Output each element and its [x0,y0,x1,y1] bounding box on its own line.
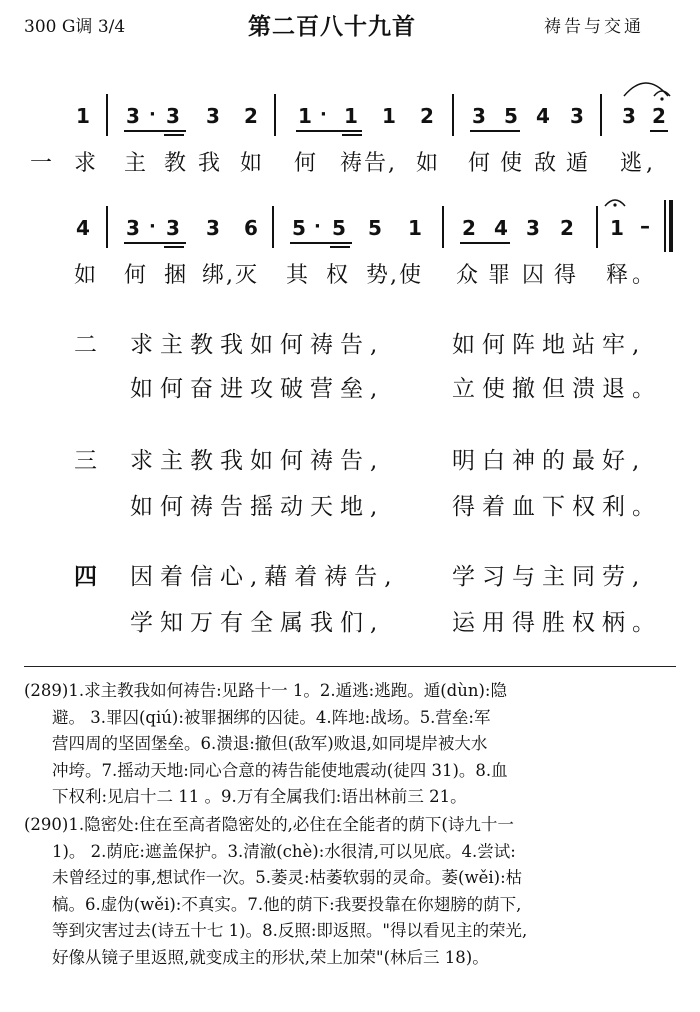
barline [452,94,454,136]
lyric: 绑,灭 [202,263,259,288]
note: 2 [244,104,258,128]
note: 3 [570,104,584,128]
note: 1 [76,104,90,128]
note: 4 [76,216,90,240]
lyric: 势,使 [366,263,423,288]
category-label: 祷告与交通 [544,17,644,37]
beam [460,242,510,244]
lyric: 何 [124,263,147,288]
dot: · [320,104,327,125]
footnote-290 [24,812,680,971]
lyric: 囚得 [522,263,587,288]
note: 2 [652,104,666,128]
note: 4 [536,104,550,128]
verse-line: 因着信心,藉着祷告, [130,564,399,590]
beam [164,134,184,136]
note: 2 [420,104,434,128]
footnote-line: 1)。 2.荫庇:遮盖保护。3.清澈(chè):水很清,可以见底。4.尝试: [52,841,516,861]
barline [106,94,108,136]
verse-line: 明白神的最好, [452,448,647,474]
note: 6 [244,216,258,240]
beam [330,246,350,248]
dot: · [149,104,156,125]
note: 3 [472,104,486,128]
verse-number: 三 [74,448,97,474]
beam [290,242,352,244]
footnote-line: 下权利:见启十二 11 。9.万有全属我们:语出林前三 21。 [52,787,467,806]
note: – [640,214,650,238]
verse-line: 求主教我如何祷告, [130,332,385,358]
footnote-line: 未曾经过的事,想试作一次。5.萎灵:枯萎软弱的灵命。萎(wěi):枯 [52,868,523,887]
note: 3 [166,216,180,240]
note: 1 [610,216,624,240]
note: 1 [382,104,396,128]
dot: · [314,216,321,237]
lyric: 权 [326,263,349,288]
barline [596,206,598,248]
lyric: 何 [294,151,317,176]
hymn-number-key-time: 300 G调 3/4 [24,17,126,37]
slur-fermata-icon [620,74,672,108]
note: 5 [504,104,518,128]
footnote-line: 冲垮。7.摇动天地:同心合意的祷告能使地震动(徒四 31)。8.血 [52,760,508,780]
note: 3 [206,216,220,240]
note: 1 [408,216,422,240]
beam [164,246,184,248]
lyric: 求 [74,151,97,176]
note: 3 [126,104,140,128]
verse-line: 学习与主同劳, [452,564,647,590]
verse-number: 二 [74,332,97,358]
beam [342,134,362,136]
note: 5 [368,216,382,240]
barline [442,206,444,248]
footnote-line: 营四周的坚固堡垒。6.溃退:撤但(敌军)败退,如同堤岸被大水 [52,734,488,753]
barline [274,94,276,136]
verse-line: 如何阵地站牢, [452,332,647,358]
lyric: 如 [240,151,263,176]
beam [650,130,668,132]
lyric: 祷告, [340,151,397,176]
note: 2 [462,216,476,240]
note: 5 [292,216,306,240]
lyric: 教我 [164,151,233,176]
lyric: 释。 [606,263,659,288]
lyric: 如 [416,151,439,176]
verse-line: 学知万有全属我们, [130,610,385,636]
note: 3 [126,216,140,240]
note: 5 [332,216,346,240]
footnote-line: (289)1.求主教我如何祷告:见路十一 1。2.遁逃:逃跑。遁(dùn):隐 [24,681,507,700]
verse-line: 得着血下权利。 [452,494,662,520]
note: 1 [298,104,312,128]
beam [124,130,186,132]
footnote-line: (290)1.隐密处:住在至高者隐密处的,必住在全能者的荫下(诗九十一 [24,815,514,834]
footnote-line: 好像从镜子里返照,就变成主的形状,荣上加荣"(林后三 18)。 [52,947,489,967]
verse-line: 如何祷告摇动天地, [130,494,385,520]
beam [296,130,362,132]
note: 4 [494,216,508,240]
final-barline-thin [664,200,666,252]
note: 1 [344,104,358,128]
verse-line: 求主教我如何祷告, [130,448,385,474]
lyric: 其 [286,263,309,288]
barline [272,206,274,248]
lyric: 众罪 [456,263,521,288]
lyric: 主 [124,151,147,176]
footnote-289 [24,678,680,811]
lyric: 敌遁 [534,151,599,176]
lyric: 逃, [620,151,657,176]
footnote-divider [24,666,676,667]
note: 3 [622,104,636,128]
barline [106,206,108,248]
footnote-line: 避。 3.罪囚(qiú):被罪捆绑的囚徒。4.阵地:战场。5.营垒:军 [52,707,491,727]
note: 3 [206,104,220,128]
verse-number: 一 [30,151,53,176]
note: 3 [166,104,180,128]
note: 3 [526,216,540,240]
footnote-line: 槁。6.虚伪(wěi):不真实。7.他的荫下:我要投靠在你翅膀的荫下, [52,894,522,914]
final-barline-thick [669,200,673,252]
lyric: 何使 [468,151,533,176]
barline [600,94,602,136]
beam [470,130,520,132]
fermata-icon [602,192,628,210]
dot: · [149,216,156,237]
verse-number: 四 [74,563,97,590]
lyric: 捆 [164,263,187,288]
verse-line: 如何奋进攻破营垒, [130,376,385,402]
footnote-line: 等到灾害过去(诗五十七 1)。8.反照:即返照。"得以看见主的荣光, [52,921,528,940]
lyric: 如 [74,263,97,288]
beam [124,242,186,244]
verse-line: 立使撤但溃退。 [452,376,662,402]
verse-line: 运用得胜权柄。 [452,610,662,636]
page-title: 第二百八十九首 [248,13,416,40]
note: 2 [560,216,574,240]
